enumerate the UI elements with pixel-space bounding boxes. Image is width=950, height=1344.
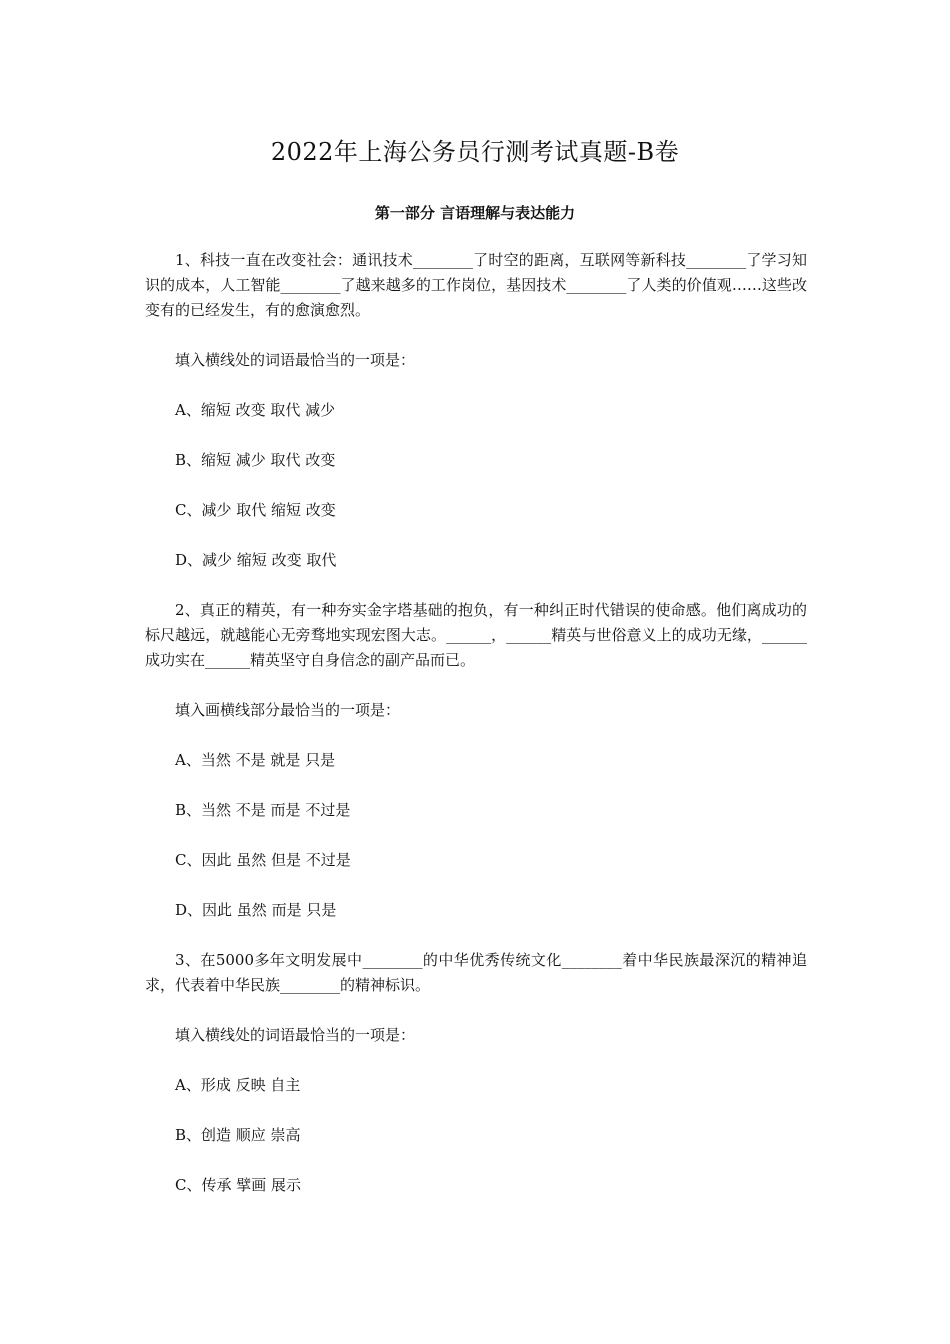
option-a: A、形成 反映 自主 [175, 1076, 301, 1094]
question-stem: 1、科技一直在改变社会：通讯技术________了时空的距离，互联网等新科技________了学习知识的成本，人工智能________了越来越多的工作岗位，基因技术________了人类的价值观……这些改变有的已经发生，有的愈演愈烈。 [145, 251, 807, 319]
option-c: C、传承 擘画 展示 [175, 1176, 302, 1194]
question-prompt: 填入画横线部分最恰当的一项是： [175, 701, 401, 719]
question-prompt: 填入横线处的词语最恰当的一项是： [175, 1026, 416, 1044]
question-stem: 2、真正的精英，有一种夯实金字塔基础的抱负，有一种纠正时代错误的使命感。他们离成功的标尺越远，就越能心无旁骛地实现宏图大志。______，______精英与世俗意义上的成功无缘，______成功实在______精英坚守自身信念的副产品而已。 [145, 601, 807, 669]
option-c: C、因此 虽然 但是 不过是 [175, 851, 351, 869]
section-heading: 第一部分 言语理解与表达能力 [374, 204, 576, 222]
document-body [145, 248, 807, 1198]
question-2 [145, 598, 807, 948]
option-c: C、减少 取代 缩短 改变 [175, 501, 336, 519]
option-b: B、当然 不是 而是 不过是 [175, 801, 351, 819]
question-1 [145, 248, 807, 598]
option-b: B、创造 顺应 崇高 [175, 1126, 301, 1144]
question-prompt: 填入横线处的词语最恰当的一项是： [175, 351, 416, 369]
question-stem: 3、在5000多年文明发展中________的中华优秀传统文化________着中华民族最深沉的精神追求，代表着中华民族________的精神标识。 [145, 951, 807, 994]
option-a: A、缩短 改变 取代 减少 [175, 401, 336, 419]
question-3 [145, 948, 807, 1198]
option-d: D、减少 缩短 改变 取代 [175, 551, 337, 569]
option-d: D、因此 虽然 而是 只是 [175, 901, 337, 919]
option-a: A、当然 不是 就是 只是 [175, 751, 336, 769]
document-title: 2022年上海公务员行测考试真题-B卷 [270, 138, 680, 166]
option-b: B、缩短 减少 取代 改变 [175, 451, 336, 469]
